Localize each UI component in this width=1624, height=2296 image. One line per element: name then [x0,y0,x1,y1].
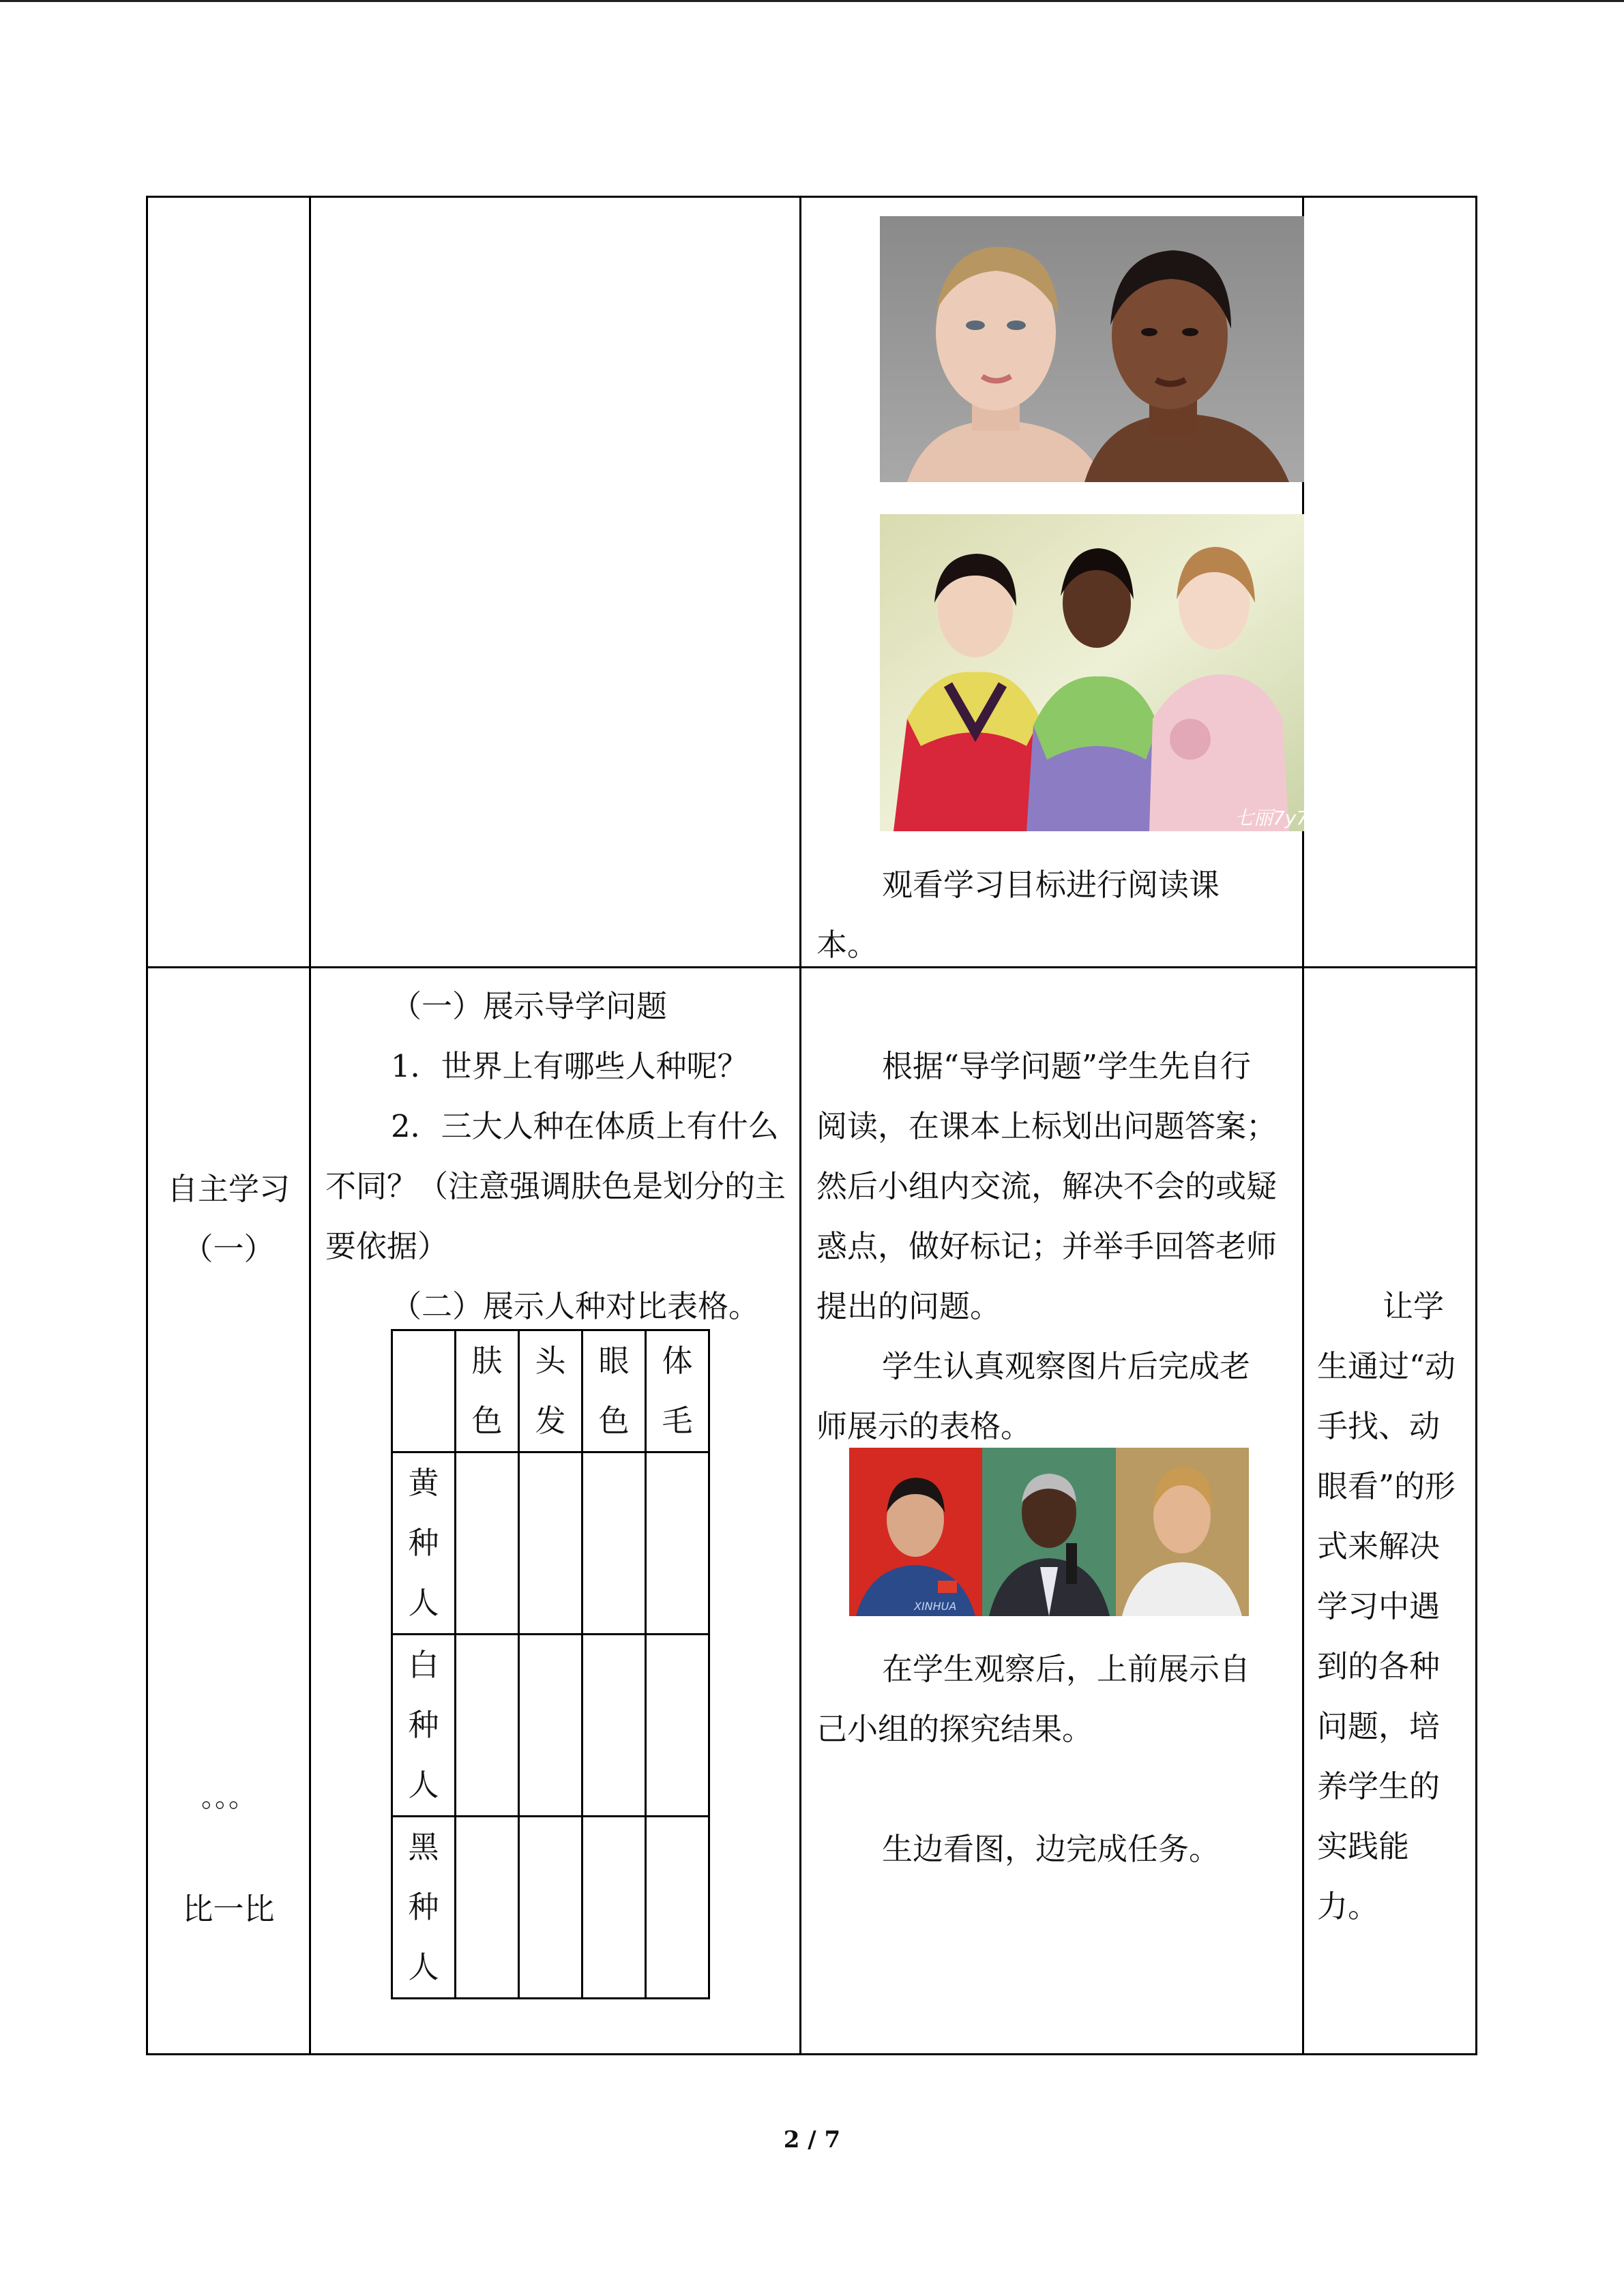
teacher-question-2: 2．三大人种在体质上有什么不同？（注意强调肤色是划分的主要依据） [325,1108,786,1264]
col-line-3 [799,196,801,2055]
race-comparison-table [391,1329,710,1999]
table-cell [582,1452,646,1635]
table-row [392,1452,709,1635]
col-line-5 [1475,196,1477,2055]
table-row [392,1635,709,1817]
teacher-heading-questions: （一）展示导学问题 [391,988,668,1024]
page-top-rule [0,0,1624,2]
table-row [392,1817,709,1999]
table-corner-cell [392,1330,456,1452]
teacher-heading-table: （二）展示人种对比表格。 [391,1288,760,1324]
row-header: 黄种人 [392,1452,456,1635]
student-paragraph-2: 学生认真观察图片后完成老师展示的表格。 [816,1348,1251,1444]
compare-label: 比一比 [182,1891,275,1927]
column-header: 眼色 [582,1330,646,1452]
table-cell [646,1817,709,1999]
photo-three-women-hanbok [880,514,1355,831]
student-paragraph-4: 生边看图，边完成任务。 [882,1831,1220,1867]
section-title-line1: 自主学习 [166,1171,290,1207]
col-line-2 [309,196,311,2055]
column-header: 头发 [519,1330,582,1452]
column-header: 体毛 [646,1330,709,1452]
photo-two-women [880,216,1304,482]
column-header: 肤色 [456,1330,519,1452]
student-read-objectives: 观看学习目标进行阅读课本。 [816,867,1220,963]
ellipsis-dots: 。。。 [201,1782,256,1813]
teacher-question-1: 1．世界上有哪些人种呢？ [391,1048,748,1084]
table-cell [456,1635,519,1817]
student-paragraph-1: 根据“导学问题”学生先自行阅读，在课本上标划出问题答案；然后小组内交流，解决不会的或疑惑点，做好标记；并举手回答老师提出的问题。 [816,1048,1278,1324]
table-cell [582,1817,646,1999]
row-header: 黑种人 [392,1817,456,1999]
table-cell [519,1452,582,1635]
table-top-border [146,196,1477,198]
table-cell [646,1452,709,1635]
photo-badge: XINHUA [914,1600,957,1613]
table-cell [456,1452,519,1635]
row-header: 白种人 [392,1635,456,1817]
section-title-line2: （一） [182,1231,275,1267]
design-purpose: 让学生通过“动手找、动眼看”的形式来解决学习中遇到的各种问题，培养学生的实践能力。 [1317,1288,1456,1924]
table-cell [519,1817,582,1999]
photo-three-men [849,1448,1249,1616]
col-line-1 [146,196,148,2055]
page-number: 2 / 7 [783,2126,841,2153]
student-paragraph-3: 在学生观察后，上前展示自己小组的探究结果。 [816,1651,1251,1747]
table-cell [519,1635,582,1817]
table-cell [582,1635,646,1817]
photo-watermark: 七丽7y7.com [1235,807,1355,829]
table-cell [646,1635,709,1817]
table-bottom-border [146,2053,1477,2055]
table-cell [456,1817,519,1999]
